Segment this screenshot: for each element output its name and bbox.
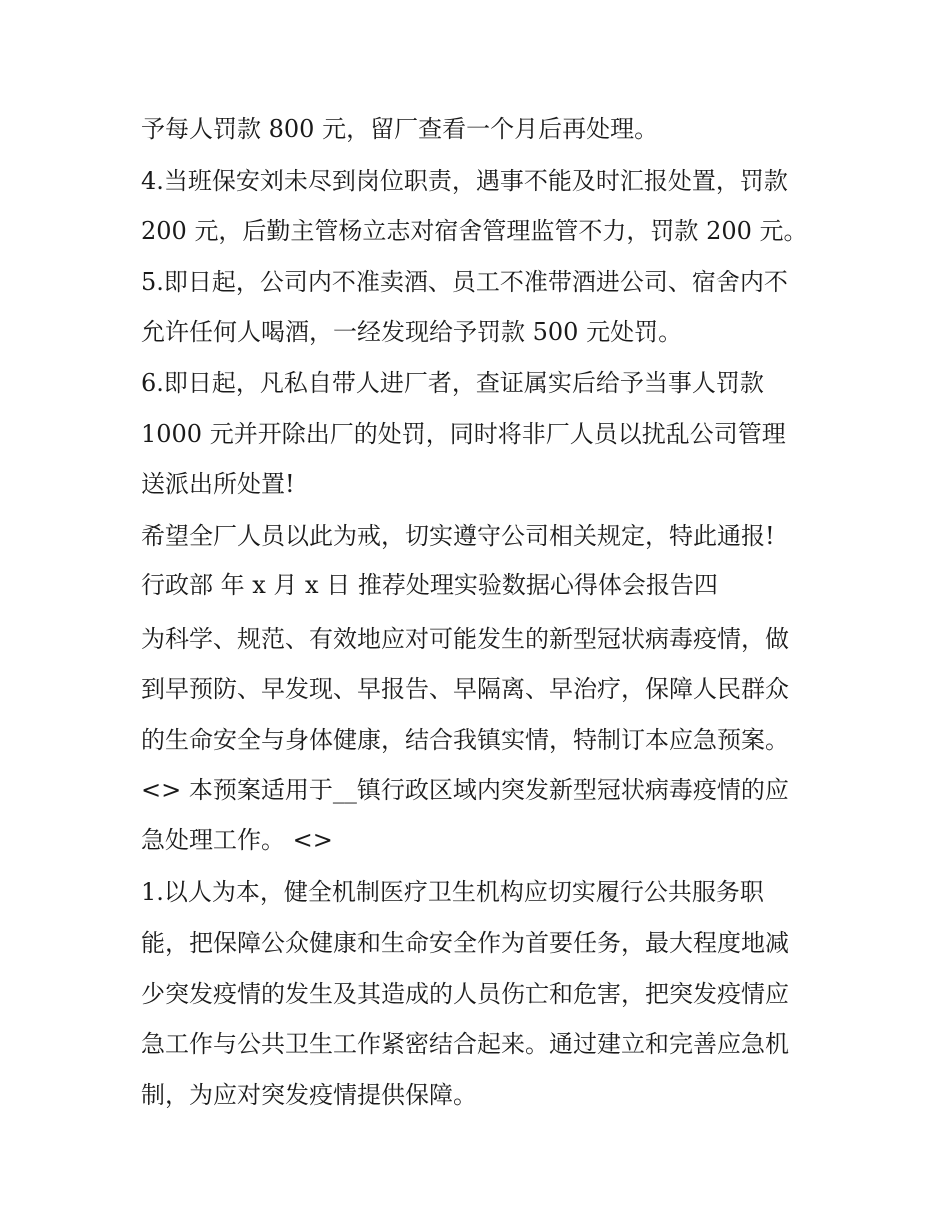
text-line: 1000 元并开除出厂的处罚，同时将非厂人员以扰乱公司管理 (141, 420, 786, 448)
text-line: 到早预防、早发现、早报告、早隔离、早治疗，保障人民群众 (141, 675, 789, 703)
text-line: 5.即日起，公司内不准卖酒、员工不准带酒进公司、宿舍内不 (141, 268, 788, 296)
text-line: 1.以人为本，健全机制医疗卫生机构应切实履行公共服务职 (141, 878, 764, 906)
text-line: 急工作与公共卫生工作紧密结合起来。通过建立和完善应急机 (141, 1030, 789, 1058)
text-line: 4.当班保安刘未尽到岗位职责，遇事不能及时汇报处置，罚款 (141, 167, 788, 195)
text-line: 为科学、规范、有效地应对可能发生的新型冠状病毒疫情，做 (141, 625, 789, 653)
text-line: 急处理工作。 <> (141, 826, 333, 854)
text-line: 行政部 年 x 月 x 日 推荐处理实验数据心得体会报告四 (141, 571, 718, 599)
text-line: 允许任何人喝酒，一经发现给予罚款 500 元处罚。 (141, 318, 683, 346)
text-line: <> 本预案适用于__镇行政区域内突发新型冠状病毒疫情的应 (141, 776, 789, 804)
text-line: 的生命安全与身体健康，结合我镇实情，特制订本应急预案。 (141, 726, 789, 754)
text-line: 200 元，后勤主管杨立志对宿舍管理监管不力，罚款 200 元。 (141, 217, 808, 245)
text-line: 少突发疫情的发生及其造成的人员伤亡和危害，把突发疫情应 (141, 980, 789, 1008)
text-line: 能，把保障公众健康和生命安全作为首要任务，最大程度地减 (141, 929, 789, 957)
text-line: 送派出所处置! (141, 470, 295, 498)
text-line: 制，为应对突发疫情提供保障。 (141, 1081, 477, 1109)
text-line: 予每人罚款 800 元，留厂查看一个月后再处理。 (141, 115, 659, 143)
text-line: 希望全厂人员以此为戒，切实遵守公司相关规定，特此通报! (141, 522, 775, 550)
text-line: 6.即日起，凡私自带人进厂者，查证属实后给予当事人罚款 (141, 369, 764, 397)
